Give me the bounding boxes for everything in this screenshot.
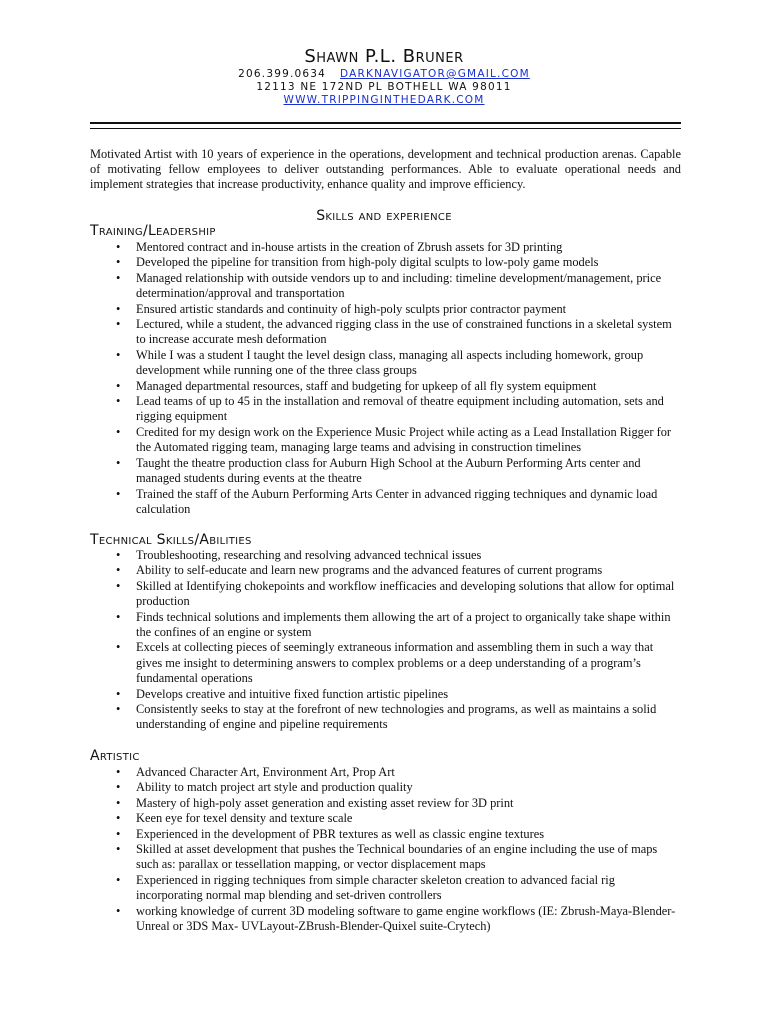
list-item: • Credited for my design work on the Experience Music Project while acting as a Lead Installation Rigger for the Automated rigging team, managing large teams and advising in construction timelines <box>90 425 681 456</box>
contact-line-website <box>0 93 768 107</box>
list-item: • Mastery of high-poly asset generation and existing asset review for 3D print <box>90 796 681 811</box>
list-item: • Managed relationship with outside vendors up to and including: timeline development/management, price determination/approval and transportation <box>90 271 681 302</box>
list-item: • Develops creative and intuitive fixed function artistic pipelines <box>90 687 681 702</box>
artistic-list <box>90 765 681 934</box>
list-item: • Skilled at asset development that pushes the Technical boundaries of an engine including the use of maps such as: parallax or tessellation mapping, or vector displacement maps <box>90 842 681 873</box>
list-item: • Experienced in rigging techniques from simple character skeleton creation to advanced facial rig incorporating normal map blending and set-driven controllers <box>90 873 681 904</box>
professional-summary: Motivated Artist with 10 years of experience in the operations, development and technical production arenas. Capable of motivating fellow employees to deliver outstanding performances. Able to evaluate operational needs and implement strategies that increase productivity, enhance quality and improve efficiency. <box>90 147 681 191</box>
candidate-name: Shawn P.L. Bruner <box>304 46 464 67</box>
header-divider-thin <box>90 128 681 129</box>
list-item: • Troubleshooting, researching and resolving advanced technical issues <box>90 548 681 563</box>
mailing-address: 12113 NE 172ND PL BOTHELL WA 98011 <box>256 81 512 93</box>
list-item: • Keen eye for texel density and texture scale <box>90 811 681 826</box>
list-item: • Mentored contract and in-house artists in the creation of Zbrush assets for 3D printing <box>90 240 681 255</box>
list-item: • Consistently seeks to stay at the forefront of new technologies and programs, as well as maintains a solid understanding of engine and pipeline requirements <box>90 702 681 733</box>
list-item: • Taught the theatre production class for Auburn High School at the Auburn Performing Arts center and managed students during events at the theatre <box>90 456 681 487</box>
list-item: • Ability to match project art style and production quality <box>90 780 681 795</box>
list-item: • Developed the pipeline for transition from high-poly digital sculpts to low-poly game models <box>90 255 681 270</box>
training-leadership-list <box>90 240 681 517</box>
website-link[interactable]: WWW.TRIPPINGINTHEDARK.COM <box>283 94 485 106</box>
list-item: • Trained the staff of the Auburn Performing Arts Center in advanced rigging techniques and dynamic load calculation <box>90 487 681 518</box>
email-link[interactable]: DARKNAVIGATOR@GMAIL.COM <box>340 68 530 80</box>
section-title-skills: Skills and experience <box>316 208 452 224</box>
list-item: • Ability to self-educate and learn new programs and the advanced features of current programs <box>90 563 681 578</box>
list-item: • Managed departmental resources, staff and budgeting for upkeep of all fly system equipment <box>90 379 681 394</box>
list-item: • Skilled at Identifying chokepoints and workflow inefficacies and developing solutions that allow for optimal production <box>90 579 681 610</box>
list-item: • Advanced Character Art, Environment Art, Prop Art <box>90 765 681 780</box>
list-item: • Finds technical solutions and implements them allowing the art of a project to organically take shape within the confines of an engine or system <box>90 610 681 641</box>
header-divider-thick <box>90 122 681 124</box>
technical-skills-list <box>90 548 681 733</box>
contact-line-phone-email <box>0 67 768 81</box>
heading-training-leadership: Training/Leadership <box>90 223 216 239</box>
list-item: • Experienced in the development of PBR textures as well as classic engine textures <box>90 827 681 842</box>
phone-number: 206.399.0634 <box>238 68 327 80</box>
list-item: • Lectured, while a student, the advanced rigging class in the use of constrained functions in a skeletal system to increase accurate mesh deformation <box>90 317 681 348</box>
heading-technical-skills: Technical Skills/Abilities <box>90 532 252 548</box>
list-item: • Lead teams of up to 45 in the installation and removal of theatre equipment including automation, sets and rigging equipment <box>90 394 681 425</box>
heading-artistic: Artistic <box>90 748 140 764</box>
list-item: • Excels at collecting pieces of seemingly extraneous information and assembling them in such a way that gives me insight to determining answers to complex problems or a deep understanding of a program’s fundamental operations <box>90 640 681 686</box>
list-item: • While I was a student I taught the level design class, managing all aspects including homework, group development while running one of the three class groups <box>90 348 681 379</box>
list-item: • Ensured artistic standards and continuity of high-poly sculpts prior contractor payment <box>90 302 681 317</box>
list-item: • working knowledge of current 3D modeling software to game engine workflows (IE: Zbrush-Maya-Blender-Unreal or 3DS Max- UVLayout-ZBrush-Blender-Quixel suite-Crytech) <box>90 904 681 935</box>
